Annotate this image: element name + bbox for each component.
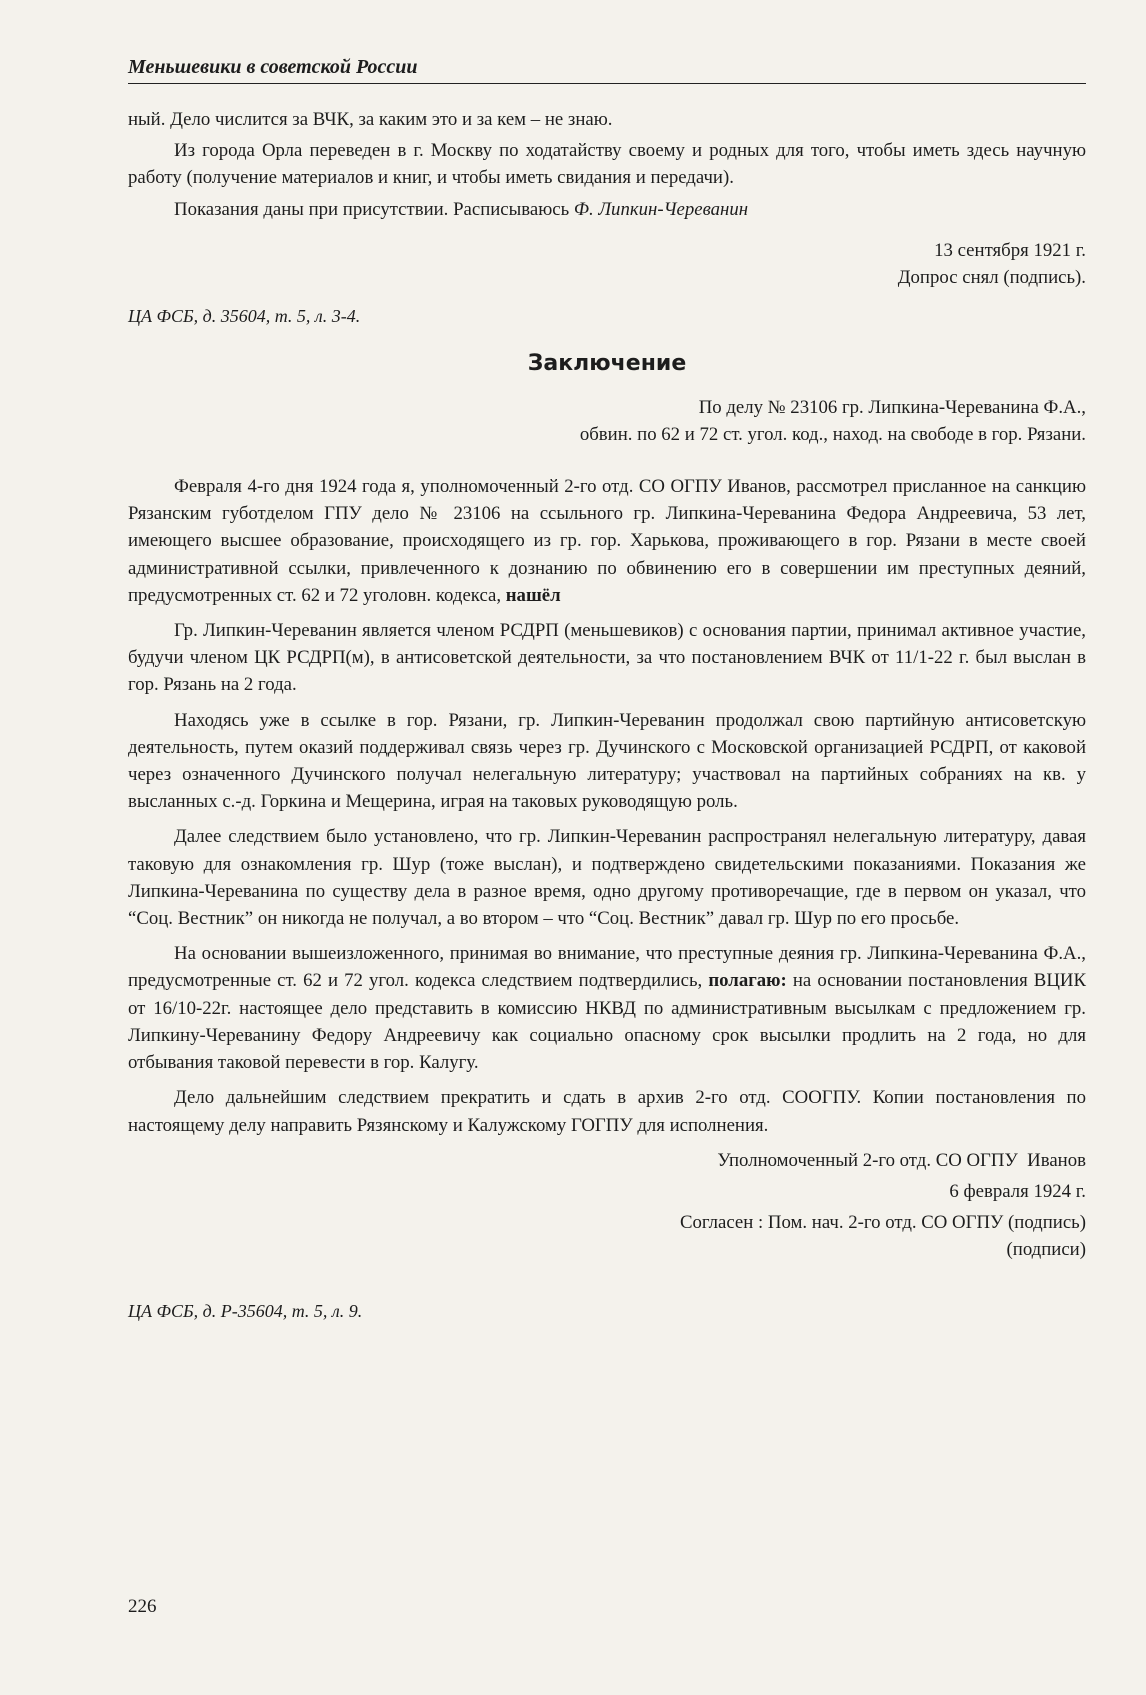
conclusion-paragraph-3: Находясь уже в ссылке в гор. Рязани, гр. Липкин-Череванин продолжал свою партийную антисоветскую деятельность, путем оказий поддерживал связь через гр. Дучинского с Московской организацией РСДРП, от каковой через означенного Дучинского получал нелегальную литературу; участвовал на партийных собраниях на кв. у высланных с.-д. Горкина и Мещерина, играя на таковых руководящую роль. [128,709,1086,813]
page-number: 226 [128,1596,157,1617]
protocol-interrogator: Допрос снял (подпись). [897,267,1086,289]
signature-agreed: Согласен : Пом. нач. 2-го отд. СО ОГПУ (подпись) [679,1212,1086,1234]
protocol-date: 13 сентября 1921 г. [934,239,1086,261]
conclusion-paragraph-5 [128,940,1086,1076]
conclusion-paragraph-6: Дело дальнейшим следствием прекратить и сдать в архив 2-го отд. СООГПУ. Копии постановления по настоящему делу направить Рязянскому и Калужскому ГОГПУ для исполнения. [128,1087,1086,1136]
signature-official: Уполномоченный 2-го отд. СО ОГПУ Иванов [717,1149,1086,1171]
conclusion-title: Заключение [527,351,687,377]
page-body [128,106,1086,1325]
conclusion-paragraph-4: Далее следствием было установлено, что гр. Липкин-Череванин распространял нелегальную литературу, давая таковую для ознакомления гр. Шур (тоже выслан), и подтверждено свидетельскими показаниями. Показания же Липкина-Череванина по существу дела в разное время, одно другому противоречащие, где в первом он указал, что “Соц. Вестник” он никогда не получал, а во втором – что “Соц. Вестник” давал гр. Шур по его просьбе. [128,826,1086,930]
testimony-signature: Ф. Липкин-Череванин [573,198,749,220]
running-title: Меньшевики в советской России [128,56,1086,84]
accused-line: обвин. по 62 и 72 ст. угол. код., наход. на свободе в гор. Рязани. [579,423,1086,445]
protocol-citation: ЦА ФСБ, д. 35604, т. 5, л. 3-4. [128,306,361,327]
paragraph-5-bold: полагаю: [708,970,787,992]
case-line: По делу № 23106 гр. Липкина-Череванина Ф.А., [698,396,1086,418]
testimony-text: Показания даны при присутствии. Расписываюсь [174,198,574,220]
paragraph-5-rest: на основании постановления ВЦИК от 16/10-22г. настоящее дело представить в комиссию НКВД по административным высылкам с предложением гр. Липкину-Череванину Федору Андреевичу как социально опасному срок высылки продлить на 2 года, но для отбывания таковой перевести в гор. Калугу. [128,970,1086,1074]
conclusion-paragraph-2: Гр. Липкин-Череванин является членом РСДРП (меньшевиков) с основания партии, принимал активное участие, будучи членом ЦК РСДРП(м), в антисоветской деятельности, за что постановлением ВЧК от 11/1-22 г. был выслан в гор. Рязань на 2 года. [128,620,1086,696]
conclusion-paragraph-1 [128,473,1086,609]
paragraph-1-bold: нашёл [505,584,561,606]
protocol-continuation: ный. Дело числится за ВЧК, за каким это и за кем – не знаю. [128,109,613,130]
signature-date: 6 февраля 1924 г. [949,1180,1086,1202]
conclusion-citation: ЦА ФСБ, д. Р-35604, т. 5, л. 9. [128,1300,363,1321]
protocol-testimony [128,196,1086,223]
protocol-transfer-paragraph: Из города Орла переведен в г. Москву по ходатайству своему и родных для того, чтобы иметь здесь научную работу (получение материалов и книг, и чтобы иметь свидания и передачи). [128,140,1086,189]
paragraph-1-text: Февраля 4-го дня 1924 года я, уполномоченный 2-го отд. СО ОГПУ Иванов, рассмотрел присланное на санкцию Рязанским губотделом ГПУ дело № 23106 на ссыльного гр. Липкина-Череванина Федора Андреевича, 53 лет, имеющего высшее образование, происходящего из гр. гор. Харькова, проживающего в гор. Рязани в месте своей административной ссылки, привлеченного к дознанию по обвинению его в совершении им преступных деяний, предусмотренных ст. 62 и 72 уголовн. кодекса, [128,476,1086,606]
paragraph-5-text: На основании вышеизложенного, принимая во внимание, что преступные деяния гр. Липкина-Череванина Ф.А., предусмотренные ст. 62 и 72 угол. кодекса следствием подтвердились, [128,943,1086,992]
signature-signatures: (подписи) [1006,1239,1086,1261]
